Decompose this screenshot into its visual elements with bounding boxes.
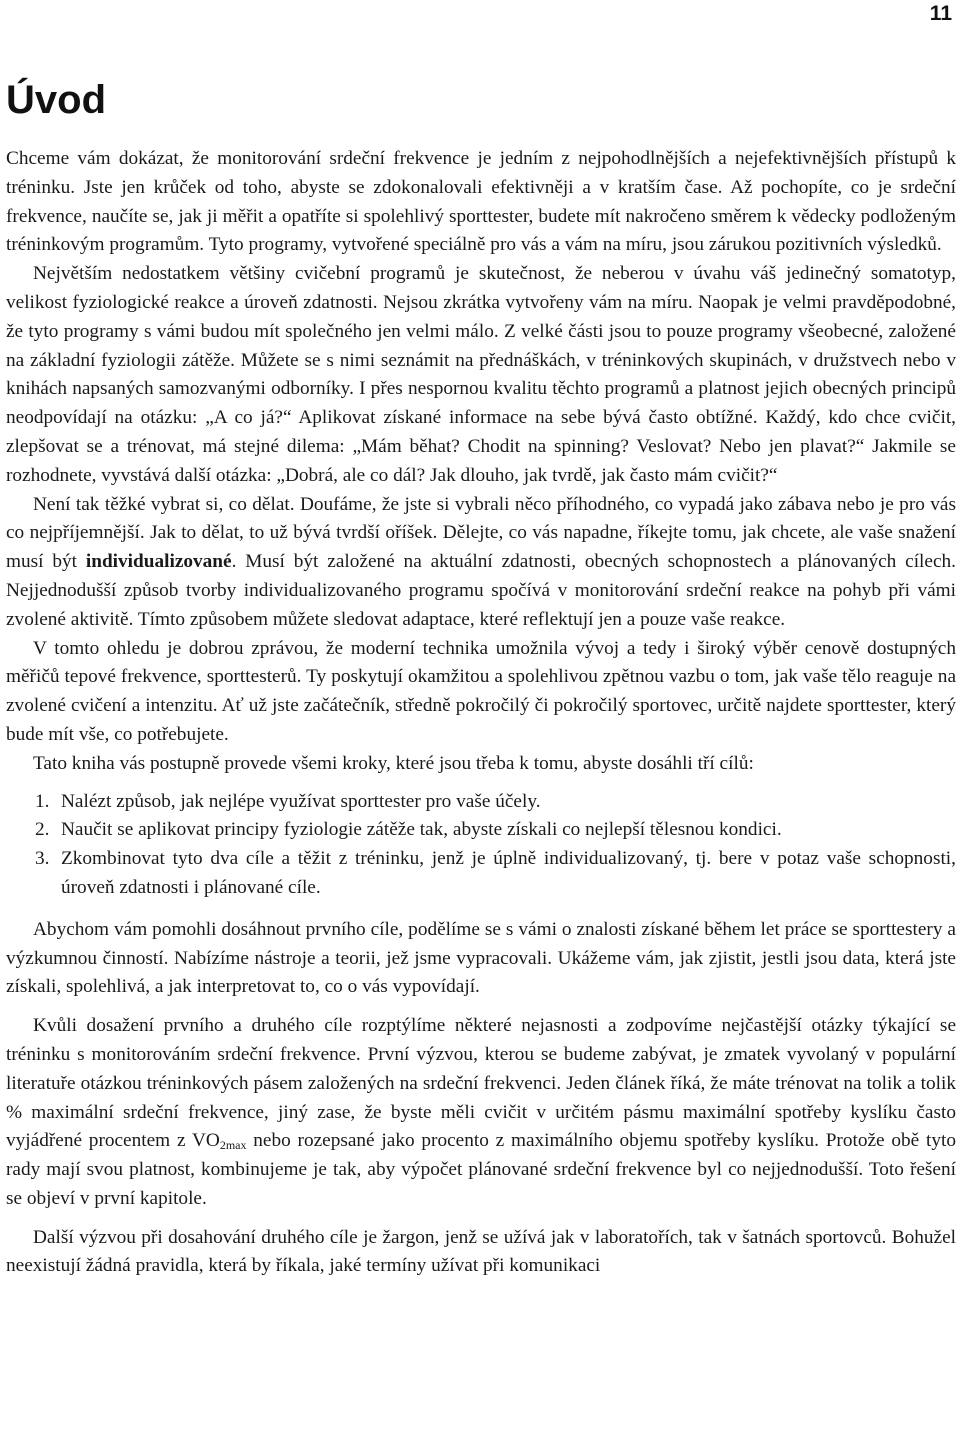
paragraph-text-part: nebo rozepsané jako procento z maximálního objemu spotřeby kyslíku. Protože obě tyto rady mají svou platnost, kombinujeme je tak, aby výpočet plánované srdeční frekvence byl co nejjednodušší. Toto řešení se objeví v první kapitole. [6,1130,956,1209]
paragraph-first-goal: Abychom vám pomohli dosáhnout prvního cíle, podělíme se s vámi o znalosti získané během let práce se sporttestery a výzkumnou činností. Nabízíme nástroje a teorii, jež jsme vypracovali. Ukážeme vám, jak zjistit, jestli jsou data, která jste získali, spolehlivá, a jak interpretovat to, co o vás vypovídají. [6,918,956,998]
paragraph-text-part: . Musí být založené na aktuální zdatnosti, obecných schopnostech a plánovaných cílech. Nejjednodušší způsob tvorby individualizovaného programu spočívá v monitorování srdeční reakce na pohyb při vámi zvolené aktivitě. Tímto způsobem můžete sledovat adaptace, které reflektují jen a pouze vaše reakce. [6,551,956,630]
list-item-text: Nalézt způsob, jak nejlépe využívat sporttester pro vaše účely. [61,790,541,812]
emphasized-term: individualizované [85,551,232,573]
goals-list [6,788,956,903]
paragraph-technology: V tomto ohledu je dobrou zprávou, že moderní technika umožnila vývoj a tedy i široký výběr cenově dostupných měřičů tepové frekvence, sporttesterů. Ty poskytují okamžitou a spolehlivou zpětnou vazbu o tom, jak vaše tělo reaguje na zvolené cvičení a intenzitu. Ať už jste začátečník, středně pokročilý či pokročilý sportovec, určitě najdete sporttester, který bude mít vše, co potřebujete. [6,637,956,745]
paragraph-training-zones [6,1012,956,1214]
paragraph-individualization [6,491,956,635]
subscript: 2max [219,1138,247,1153]
list-item-text: Zkombinovat tyto dva cíle a těžit z tréninku, jenž je úplně individualizovaný, tj. bere v potaz vaše schopnosti, úroveň zdatnosti i plánované cíle. [61,848,956,898]
paragraph-goals-intro: Tato kniha vás postupně provede všemi kroky, které jsou třeba k tomu, abyste dosáhli tří cílů: [33,752,754,774]
list-item-number: 1. [35,790,50,812]
paragraph-intro: Chceme vám dokázat, že monitorování srdeční frekvence je jedním z nejpohodlnějších a nejefektivnějších přístupů k tréninku. Jste jen krůček od toho, abyste se zdokonalovali efektivněji a v kratším čase. Až pochopíte, co je srdeční frekvence, naučíte se, jak ji měřit a opatříte si spolehlivý sporttester, budete mít nakročeno směrem k vědecky podloženým tréninkovým programům. Tyto programy, vytvořené speciálně pro vás a vám na míru, jsou zárukou pozitivních výsledků. [6,148,956,256]
chapter-heading: Úvod [6,78,106,122]
paragraph-text-part: Kvůli dosažení prvního a druhého cíle rozptýlíme některé nejasnosti a zodpovíme nejčastější otázky týkající se tréninku s monitorováním srdeční frekvence. První výzvou, kterou se budeme zabývat, je zmatek vyvolaný v populární literatuře otázkou tréninkových pásem založených na srdeční frekvenci. Jeden článek říká, že máte trénovat na tolik a tolik % maximální srdeční frekvence, jiný zase, že byste měli cvičit v určitém pásmu maximální spotřeby kyslíku často vyjádřené procentem z VO [6,1015,956,1152]
list-item-number: 2. [35,819,50,841]
page-number: 11 [929,2,952,25]
list-item [6,845,956,903]
list-item-text: Naučit se aplikovat principy fyziologie zátěže tak, abyste získali co nejlepší tělesnou kondici. [61,819,782,841]
paragraph-jargon: Další výzvou při dosahování druhého cíle je žargon, jenž se užívá jak v laboratořích, tak v šatnách sportovců. Bohužel neexistují žádná pravidla, která by říkala, jaké termíny užívat při komunikaci [6,1226,956,1277]
paragraph-shortcomings: Největším nedostatkem většiny cvičební programů je skutečnost, že neberou v úvahu váš jedinečný somatotyp, velikost fyziologické reakce a úroveň zdatnosti. Nejsou zkrátka vytvořeny vám na míru. Naopak je velmi pravděpodobné, že tyto programy s vámi budou mít společného jen velmi málo. Z velké části jsou to pouze programy všeobecné, založené na základní fyziologii zátěže. Můžete se s nimi seznámit na přednáškách, v tréninkových skupinách, v družstvech nebo v knihách napsaných samozvanými odborníky. I přes nespornou kvalitu těchto programů a platnost jejich obecných principů neodpovídají na otázku: „A co já?“ Aplikovat získané informace na sebe bývá často obtížné. Každý, kdo chce cvičit, zlepšovat se a trénovat, má stejné dilema: „Mám běhat? Chodit na spinning? Veslovat? Nebo jen plavat?“ Jakmile se rozhodnete, vyvstává další otázka: „Dobrá, ale co dál? Jak dlouho, jak tvrdě, jak často mám cvičit?“ [6,263,956,486]
list-item [6,816,956,845]
list-item-number: 3. [35,848,50,870]
body-text [6,145,956,1281]
list-item [6,788,956,817]
paragraph-text-part: Není tak těžké vybrat si, co dělat. Doufáme, že jste si vybrali něco příhodného, co vypadá jako zábava nebo je pro vás co nejpříjemnější. Jak to dělat, to už bývá tvrdší oříšek. Dělejte, co vás napadne, říkejte tomu, jak chcete, ale vaše snažení musí být [6,493,956,573]
